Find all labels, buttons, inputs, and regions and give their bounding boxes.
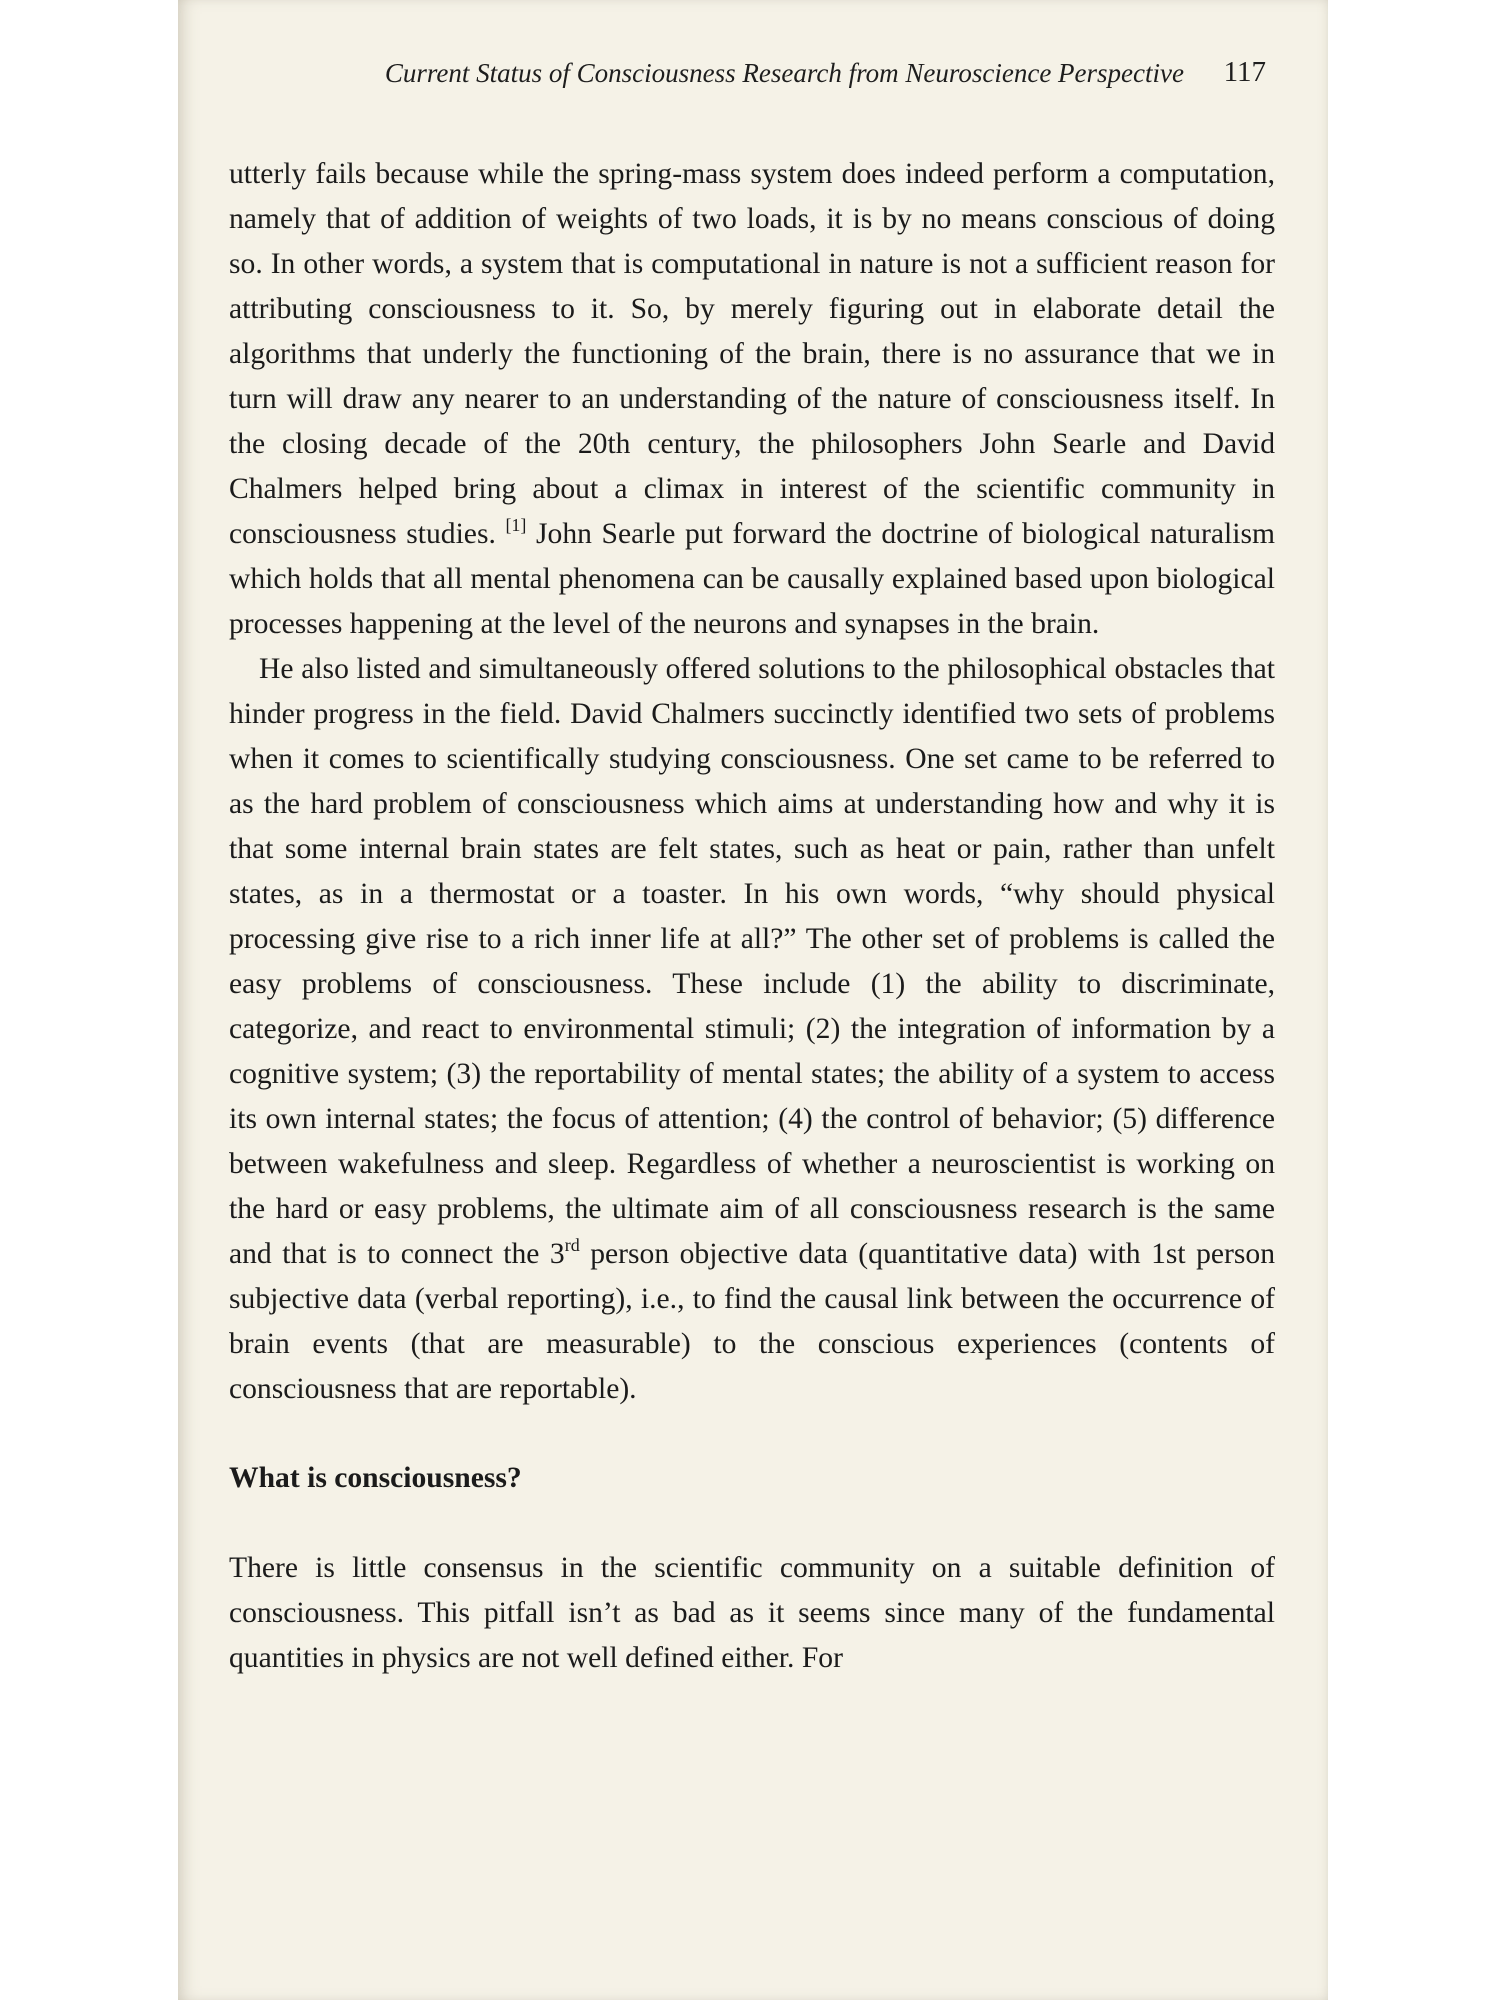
ordinal-suffix: rd: [564, 1235, 580, 1255]
paragraph-1-text-b: John Searle put forward the doctrine of biological naturalism which holds that all mental phenomena can be causally explained based upon biological processes happening at the level of the neurons and synapses in the brain.: [229, 518, 1275, 640]
paragraph-2: [229, 647, 1275, 1412]
page-header: [294, 50, 1266, 102]
book-page: [178, 0, 1328, 2000]
section-heading: What is consciousness?: [229, 1462, 522, 1494]
body-text: [229, 152, 1275, 1681]
paragraph-3-text: There is little consensus in the scientific community on a suitable definition of consciousness. This pitfall isn’t as bad as it seems since many of the fundamental quantities in physics are not well defined either. For: [229, 1552, 1275, 1674]
footnote-reference: [1]: [505, 515, 527, 535]
page-number: 117: [1223, 56, 1266, 88]
paragraph-3: [229, 1546, 1275, 1681]
paragraph-1-text-a: utterly fails because while the spring-mass system does indeed perform a computation, namely that of addition of weights of two loads, it is by no means conscious of doing so. In other words, a system that is computational in nature is not a sufficient reason for attributing consciousness to it. So, by merely figuring out in elaborate detail the algorithms that underly the functioning of the brain, there is no assurance that we in turn will draw any nearer to an understanding of the nature of consciousness itself. In the closing decade of the 20th century, the philosophers John Searle and David Chalmers helped bring about a climax in interest of the scientific community in consciousness studies.: [229, 158, 1275, 550]
running-head: Current Status of Consciousness Research from Neuroscience Perspective: [384, 58, 1184, 88]
paragraph-2-text-a: He also listed and simultaneously offered solutions to the philosophical obstacles that hinder progress in the field. David Chalmers succinctly identified two sets of problems when it comes to scientifically studying consciousness. One set came to be referred to as the hard problem of consciousness which aims at understanding how and why it is that some internal brain states are felt states, such as heat or pain, rather than unfelt states, as in a thermostat or a toaster. In his own words, “why should physical processing give rise to a rich inner life at all?” The other set of problems is called the easy problems of consciousness. These include (1) the ability to discriminate, categorize, and react to environmental stimuli; (2) the integration of information by a cognitive system; (3) the reportability of mental states; the ability of a system to access its own internal states; the focus of attention; (4) the control of behavior; (5) difference between wakefulness and sleep. Regardless of whether a neuroscientist is working on the hard or easy problems, the ultimate aim of all consciousness research is the same and that is to connect the 3: [229, 653, 1275, 1270]
paragraph-1: [229, 152, 1275, 647]
paragraph-2-text-b: person objective data (quantitative data) with 1st person subjective data (verbal reporting), i.e., to find the causal link between the occurrence of brain events (that are measurable) to the conscious experiences (contents of consciousness that are reportable).: [229, 1238, 1275, 1405]
